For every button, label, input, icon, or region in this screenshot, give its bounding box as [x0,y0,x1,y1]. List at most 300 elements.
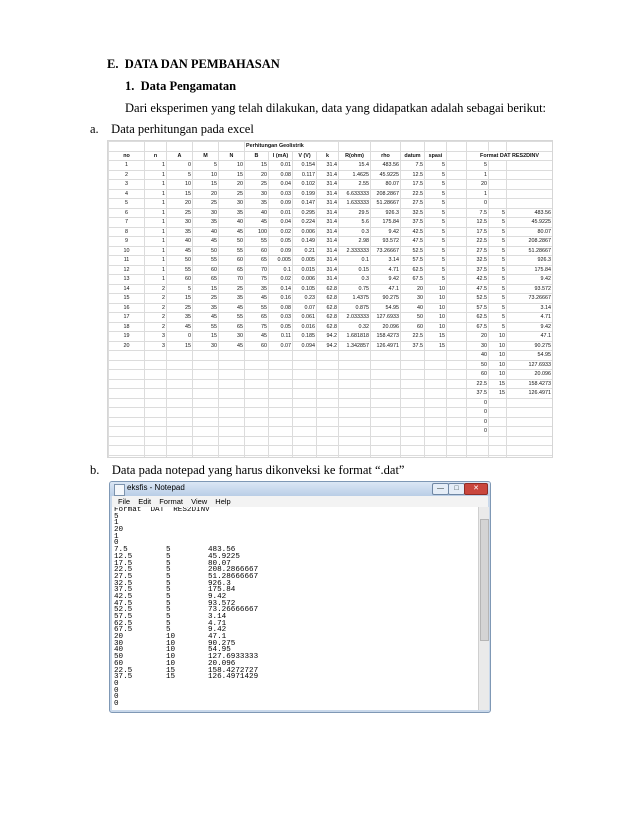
excel-cell[interactable]: 52.5 [401,246,425,256]
excel-cell[interactable]: 1 [145,275,167,285]
excel-cell[interactable] [293,436,317,446]
excel-cell[interactable] [167,417,193,427]
excel-cell[interactable]: 70 [219,275,245,285]
excel-cell[interactable]: 0.01 [269,208,293,218]
excel-cell[interactable] [245,446,269,456]
excel-cell[interactable]: 208.2867 [507,237,553,247]
excel-cell[interactable]: 1.4375 [339,294,371,304]
excel-cell[interactable]: 0.03 [269,189,293,199]
excel-cell[interactable]: 15 [219,170,245,180]
excel-cell[interactable]: 40 [193,227,219,237]
excel-cell[interactable]: 2 [145,322,167,332]
excel-cell[interactable]: 0.875 [339,303,371,313]
excel-cell[interactable]: 0.08 [269,303,293,313]
excel-cell[interactable]: 2 [109,170,145,180]
excel-cell[interactable]: 0.016 [293,322,317,332]
excel-cell[interactable] [371,436,401,446]
excel-cell[interactable] [317,370,339,380]
excel-cell[interactable]: 31.4 [317,170,339,180]
excel-cell[interactable] [507,189,553,199]
excel-cell[interactable] [317,436,339,446]
excel-cell[interactable]: 15 [193,180,219,190]
excel-cell[interactable]: 0.295 [293,208,317,218]
excel-cell[interactable]: 60 [467,370,489,380]
menu-help[interactable]: Help [215,497,231,506]
excel-cell[interactable]: 94.2 [317,332,339,342]
excel-cell[interactable] [371,417,401,427]
excel-cell[interactable]: 5 [167,284,193,294]
excel-cell[interactable]: 30 [245,189,269,199]
excel-cell[interactable]: 5 [425,237,447,247]
excel-cell[interactable]: 9.42 [371,275,401,285]
excel-cell[interactable] [145,408,167,418]
excel-cell[interactable] [145,370,167,380]
excel-cell[interactable]: 60 [193,265,219,275]
excel-cell[interactable]: 31.4 [317,208,339,218]
excel-cell[interactable]: 62.5 [401,265,425,275]
excel-cell[interactable]: 20 [401,284,425,294]
excel-cell[interactable] [447,227,467,237]
excel-cell[interactable]: 0.03 [269,313,293,323]
excel-cell[interactable]: 3.14 [507,303,553,313]
excel-cell[interactable]: 25 [245,180,269,190]
excel-cell[interactable]: 11 [109,256,145,266]
excel-cell[interactable]: 2 [145,284,167,294]
excel-cell[interactable] [425,446,447,456]
excel-cell[interactable]: 2.333333 [339,246,371,256]
excel-cell[interactable] [145,427,167,437]
excel-cell[interactable] [507,180,553,190]
excel-cell[interactable] [109,379,145,389]
excel-cell[interactable] [489,199,507,209]
excel-cell[interactable]: 30 [219,199,245,209]
excel-cell[interactable] [401,408,425,418]
excel-cell[interactable] [507,398,553,408]
excel-cell[interactable] [425,427,447,437]
excel-cell[interactable] [447,360,467,370]
excel-cell[interactable]: 3 [109,180,145,190]
excel-cell[interactable]: 208.2867 [371,189,401,199]
excel-cell[interactable] [489,189,507,199]
excel-cell[interactable] [339,351,371,361]
excel-cell[interactable] [167,351,193,361]
excel-cell[interactable]: 5 [489,322,507,332]
excel-cell[interactable]: 40 [401,303,425,313]
excel-cell[interactable]: 45 [167,322,193,332]
excel-cell[interactable]: 5 [489,218,507,228]
excel-cell[interactable]: 126.4971 [507,389,553,399]
excel-cell[interactable]: 62.8 [317,294,339,304]
excel-cell[interactable]: 1 [145,265,167,275]
excel-cell[interactable]: 75 [245,275,269,285]
excel-cell[interactable]: 31.4 [317,256,339,266]
excel-cell[interactable]: 6 [109,208,145,218]
excel-cell[interactable] [447,275,467,285]
excel-cell[interactable] [293,455,317,458]
excel-cell[interactable]: 0 [167,332,193,342]
excel-cell[interactable]: 12.5 [401,170,425,180]
excel-cell[interactable]: 30 [193,208,219,218]
excel-cell[interactable]: 25 [167,303,193,313]
excel-cell[interactable]: 0.117 [293,170,317,180]
excel-cell[interactable]: 2 [145,294,167,304]
excel-cell[interactable]: 62.5 [467,313,489,323]
excel-cell[interactable]: 126.4971 [371,341,401,351]
excel-cell[interactable] [109,389,145,399]
excel-cell[interactable] [245,455,269,458]
excel-cell[interactable]: 0.07 [269,341,293,351]
excel-cell[interactable]: 2 [145,303,167,313]
excel-cell[interactable] [219,351,245,361]
excel-cell[interactable]: 0.05 [269,237,293,247]
excel-cell[interactable]: 0.04 [269,180,293,190]
excel-cell[interactable] [447,303,467,313]
excel-cell[interactable] [507,436,553,446]
excel-cell[interactable]: 10 [425,294,447,304]
excel-cell[interactable] [489,446,507,456]
excel-cell[interactable] [167,379,193,389]
excel-cell[interactable] [447,341,467,351]
excel-cell[interactable]: 0.05 [269,322,293,332]
excel-cell[interactable] [401,455,425,458]
excel-cell[interactable]: 31.4 [317,275,339,285]
excel-cell[interactable]: 35 [193,303,219,313]
excel-cell[interactable]: 483.56 [507,208,553,218]
excel-cell[interactable]: 45.9225 [507,218,553,228]
menu-file[interactable]: File [118,497,131,506]
excel-cell[interactable]: 31.4 [317,161,339,171]
excel-cell[interactable]: 20.096 [507,370,553,380]
excel-cell[interactable] [109,398,145,408]
excel-cell[interactable] [339,389,371,399]
excel-cell[interactable] [145,446,167,456]
excel-cell[interactable]: 35 [167,313,193,323]
excel-cell[interactable]: 5 [425,256,447,266]
excel-cell[interactable] [489,398,507,408]
excel-cell[interactable]: 0.006 [293,275,317,285]
excel-cell[interactable]: 45 [219,227,245,237]
excel-cell[interactable]: 70 [245,265,269,275]
excel-cell[interactable] [219,379,245,389]
scrollbar-thumb[interactable] [480,519,489,641]
excel-cell[interactable] [269,455,293,458]
excel-cell[interactable]: 42.5 [467,275,489,285]
excel-cell[interactable]: 5 [425,275,447,285]
excel-cell[interactable]: 15 [167,341,193,351]
excel-cell[interactable]: 0.02 [269,275,293,285]
excel-cell[interactable] [467,455,489,458]
notepad-scrollbar[interactable] [478,507,489,710]
excel-cell[interactable]: 15 [489,379,507,389]
excel-cell[interactable] [109,417,145,427]
excel-cell[interactable]: 1 [467,170,489,180]
excel-cell[interactable] [467,446,489,456]
excel-cell[interactable] [167,436,193,446]
excel-cell[interactable]: 1.681818 [339,332,371,342]
excel-cell[interactable]: 40 [167,237,193,247]
excel-cell[interactable]: 0 [467,427,489,437]
excel-cell[interactable]: 20.096 [371,322,401,332]
excel-cell[interactable] [339,370,371,380]
excel-cell[interactable]: 9.42 [507,275,553,285]
excel-cell[interactable] [167,370,193,380]
excel-cell[interactable] [507,427,553,437]
excel-cell[interactable]: 32.5 [467,256,489,266]
excel-cell[interactable] [447,398,467,408]
excel-cell[interactable] [401,389,425,399]
excel-cell[interactable]: 5 [489,294,507,304]
excel-cell[interactable]: 10 [489,341,507,351]
excel-cell[interactable] [167,398,193,408]
excel-cell[interactable] [339,455,371,458]
excel-cell[interactable]: 7.5 [467,208,489,218]
excel-cell[interactable] [401,370,425,380]
excel-cell[interactable] [447,170,467,180]
excel-cell[interactable]: 20 [193,189,219,199]
excel-cell[interactable]: 926.3 [507,256,553,266]
excel-cell[interactable]: 5 [425,170,447,180]
excel-cell[interactable]: 55 [193,256,219,266]
maximize-button[interactable]: □ [448,483,465,495]
excel-cell[interactable]: 1.4625 [339,170,371,180]
excel-cell[interactable] [447,284,467,294]
excel-cell[interactable]: 93.572 [371,237,401,247]
excel-cell[interactable]: 12.5 [467,218,489,228]
excel-cell[interactable] [447,208,467,218]
excel-cell[interactable] [293,360,317,370]
notepad-titlebar[interactable] [110,482,490,496]
excel-cell[interactable] [109,436,145,446]
excel-cell[interactable] [371,455,401,458]
excel-cell[interactable]: 25 [219,189,245,199]
excel-cell[interactable] [401,436,425,446]
excel-cell[interactable]: 52.5 [467,294,489,304]
excel-cell[interactable]: 50 [193,246,219,256]
excel-cell[interactable]: 15 [425,341,447,351]
excel-cell[interactable]: 15.4 [339,161,371,171]
excel-cell[interactable]: 0 [167,161,193,171]
excel-cell[interactable]: 0.75 [339,284,371,294]
excel-cell[interactable]: 1 [145,170,167,180]
excel-cell[interactable] [167,360,193,370]
excel-cell[interactable]: 0.006 [293,227,317,237]
excel-cell[interactable]: 0.1 [269,265,293,275]
excel-cell[interactable]: 25 [193,199,219,209]
excel-cell[interactable]: 10 [167,180,193,190]
excel-cell[interactable] [447,313,467,323]
excel-cell[interactable]: 5 [489,284,507,294]
excel-cell[interactable]: 30 [401,294,425,304]
excel-cell[interactable] [193,379,219,389]
excel-cell[interactable] [293,398,317,408]
excel-cell[interactable] [447,332,467,342]
excel-cell[interactable] [317,408,339,418]
excel-cell[interactable]: 5 [489,246,507,256]
excel-cell[interactable]: 45.9225 [371,170,401,180]
excel-cell[interactable] [339,427,371,437]
excel-cell[interactable] [339,408,371,418]
excel-cell[interactable]: 4.71 [507,313,553,323]
excel-cell[interactable] [401,379,425,389]
excel-cell[interactable]: 15 [489,389,507,399]
excel-cell[interactable] [467,436,489,446]
excel-cell[interactable] [401,360,425,370]
excel-cell[interactable] [447,246,467,256]
excel-cell[interactable]: 5.6 [339,218,371,228]
excel-cell[interactable]: 10 [489,332,507,342]
menu-edit[interactable]: Edit [138,497,152,506]
excel-cell[interactable] [447,436,467,446]
excel-cell[interactable]: 0.09 [269,246,293,256]
excel-cell[interactable]: 14 [109,284,145,294]
excel-cell[interactable]: 55 [167,265,193,275]
excel-cell[interactable] [109,455,145,458]
excel-cell[interactable] [245,379,269,389]
excel-cell[interactable]: 15 [109,294,145,304]
excel-cell[interactable]: 5 [489,313,507,323]
excel-cell[interactable]: 65 [193,275,219,285]
excel-cell[interactable]: 0.32 [339,322,371,332]
excel-cell[interactable]: 94.2 [317,341,339,351]
excel-cell[interactable] [425,398,447,408]
excel-cell[interactable]: 1 [109,161,145,171]
excel-cell[interactable]: 483.56 [371,161,401,171]
excel-cell[interactable] [145,455,167,458]
excel-cell[interactable] [109,370,145,380]
excel-cell[interactable]: 0.11 [269,332,293,342]
excel-cell[interactable]: 50 [219,237,245,247]
excel-cell[interactable]: 5 [489,208,507,218]
excel-cell[interactable] [145,351,167,361]
excel-cell[interactable]: 65 [245,256,269,266]
excel-cell[interactable] [245,436,269,446]
excel-cell[interactable]: 1 [145,246,167,256]
excel-cell[interactable] [371,351,401,361]
excel-cell[interactable]: 3 [145,341,167,351]
excel-cell[interactable]: 31.4 [317,199,339,209]
excel-cell[interactable] [507,446,553,456]
excel-cell[interactable] [219,427,245,437]
excel-cell[interactable]: 35 [219,208,245,218]
excel-cell[interactable] [489,408,507,418]
excel-cell[interactable]: 50 [167,256,193,266]
excel-cell[interactable] [269,360,293,370]
excel-cell[interactable]: 37.5 [401,218,425,228]
excel-cell[interactable] [219,408,245,418]
excel-cell[interactable] [401,351,425,361]
excel-cell[interactable] [167,408,193,418]
excel-cell[interactable]: 30 [167,218,193,228]
excel-cell[interactable] [293,446,317,456]
excel-cell[interactable] [219,370,245,380]
excel-cell[interactable]: 7.5 [401,161,425,171]
excel-cell[interactable]: 75 [245,322,269,332]
excel-cell[interactable]: 1 [145,180,167,190]
excel-cell[interactable]: 80.07 [371,180,401,190]
excel-cell[interactable]: 10 [425,322,447,332]
excel-cell[interactable]: 35 [167,227,193,237]
excel-cell[interactable]: 22.5 [467,379,489,389]
excel-cell[interactable] [293,427,317,437]
excel-cell[interactable]: 22.5 [401,189,425,199]
excel-cell[interactable]: 0.14 [269,284,293,294]
excel-cell[interactable]: 0 [467,199,489,209]
excel-cell[interactable] [145,379,167,389]
excel-cell[interactable]: 45 [219,303,245,313]
excel-cell[interactable]: 1.633333 [339,199,371,209]
excel-cell[interactable]: 27.5 [401,199,425,209]
excel-cell[interactable] [317,398,339,408]
excel-cell[interactable] [447,417,467,427]
excel-cell[interactable]: 55 [219,313,245,323]
excel-cell[interactable]: 10 [425,284,447,294]
excel-cell[interactable]: 0.149 [293,237,317,247]
excel-cell[interactable]: 0.3 [339,227,371,237]
excel-cell[interactable] [447,446,467,456]
excel-cell[interactable]: 5 [425,227,447,237]
excel-cell[interactable] [371,398,401,408]
excel-cell[interactable]: 32.5 [401,208,425,218]
excel-cell[interactable]: 55 [245,237,269,247]
excel-cell[interactable] [339,446,371,456]
excel-cell[interactable] [317,360,339,370]
excel-cell[interactable]: 0.09 [269,199,293,209]
excel-cell[interactable]: 22.5 [401,332,425,342]
excel-cell[interactable] [269,427,293,437]
excel-cell[interactable] [109,351,145,361]
excel-cell[interactable]: 55 [219,246,245,256]
excel-cell[interactable]: 2.55 [339,180,371,190]
excel-cell[interactable]: 30 [467,341,489,351]
excel-cell[interactable] [425,417,447,427]
excel-cell[interactable] [293,351,317,361]
excel-cell[interactable] [145,436,167,446]
excel-cell[interactable]: 50 [467,360,489,370]
excel-cell[interactable] [193,351,219,361]
excel-cell[interactable] [109,360,145,370]
excel-cell[interactable]: 1 [145,199,167,209]
excel-cell[interactable]: 0.105 [293,284,317,294]
excel-cell[interactable]: 35 [193,218,219,228]
excel-cell[interactable] [219,446,245,456]
excel-cell[interactable] [425,436,447,446]
excel-cell[interactable] [245,351,269,361]
excel-cell[interactable]: 20 [245,170,269,180]
excel-cell[interactable] [447,370,467,380]
excel-cell[interactable]: 13 [109,275,145,285]
excel-cell[interactable]: 5 [425,180,447,190]
excel-cell[interactable] [447,389,467,399]
excel-cell[interactable]: 9.42 [371,227,401,237]
excel-cell[interactable] [507,161,553,171]
excel-cell[interactable] [401,398,425,408]
excel-cell[interactable]: 62.8 [317,322,339,332]
excel-cell[interactable]: 8 [109,227,145,237]
excel-cell[interactable]: 25 [167,208,193,218]
excel-cell[interactable]: 93.572 [507,284,553,294]
excel-cell[interactable]: 17 [109,313,145,323]
excel-cell[interactable]: 45 [219,341,245,351]
excel-cell[interactable]: 0.094 [293,341,317,351]
excel-cell[interactable] [425,370,447,380]
excel-cell[interactable] [489,436,507,446]
excel-cell[interactable]: 45 [193,237,219,247]
excel-cell[interactable] [145,398,167,408]
excel-cell[interactable]: 5 [489,275,507,285]
excel-cell[interactable]: 73.26667 [507,294,553,304]
excel-cell[interactable]: 5 [425,189,447,199]
excel-cell[interactable]: 158.4273 [371,332,401,342]
